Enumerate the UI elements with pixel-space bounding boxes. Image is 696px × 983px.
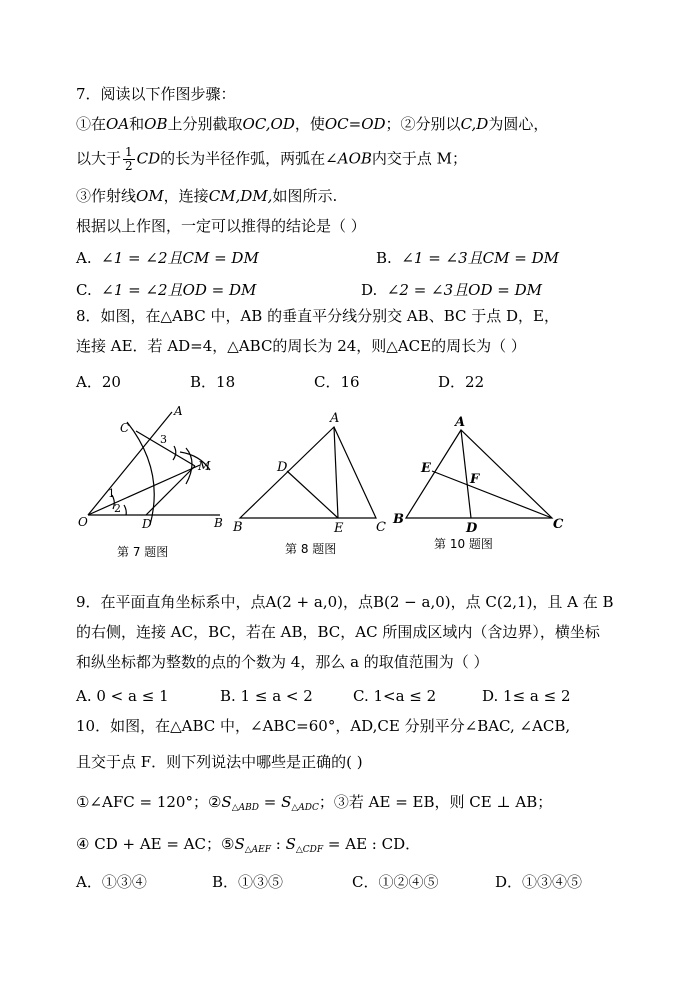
fig10-segment-ce (432, 471, 552, 518)
q10-line1: 10．如图，在△ABC 中，∠ABC=60°，AD,CE 分别平分∠BAC, ∠ACB, (76, 717, 571, 735)
q8-option-d: D．22 (438, 373, 485, 391)
q8-line1: 8．如图，在△ABC 中，AB 的垂直平分线分别交 AB、BC 于点 D，E， (76, 307, 559, 325)
q7-step1: ①在OA和OB上分别截取OC,OD，使OC=OD；②分别以C,D为圆心， (76, 115, 549, 133)
q7-option-a: A. ∠1 = ∠2且CM = DM (76, 249, 259, 267)
fig7-label-m: M (198, 459, 211, 473)
fig10-label-a: A (455, 415, 466, 430)
fig10-label-c: C (553, 517, 564, 532)
q10-option-a: A．①③④ (76, 873, 147, 891)
fig7-angle-label-2: 2 (114, 502, 121, 515)
fig8-caption: 第 8 题图 (285, 542, 337, 556)
fig7-ray-oa (88, 412, 172, 515)
fig7-label-c: C (120, 421, 130, 435)
fig8-segment-de (287, 471, 338, 518)
fig8-label-e: E (334, 521, 344, 536)
q10-option-d: D．①③④⑤ (495, 873, 583, 891)
q7-option-c: C. ∠1 = ∠2且OD = DM (76, 281, 257, 299)
q9-line2: 的右侧，连接 AC，BC，若在 AB，BC，AC 所围成区域内（含边界），横坐标 (76, 623, 600, 641)
q7-option-b: B. ∠1 = ∠3且CM = DM (376, 249, 559, 267)
fig10-label-b: B (393, 512, 404, 527)
fig8-triangle-abc (240, 427, 376, 518)
fig8-label-c: C (376, 520, 386, 535)
q8-option-b: B．18 (190, 373, 236, 391)
q8-option-a: A．20 (76, 373, 121, 391)
q7-step2: 以大于 $\frac{1}{2}$ CD的长为半径作弧，两弧在∠AOB内交于点 M； (76, 145, 468, 173)
fig8-label-d: D (277, 460, 288, 475)
q9-option-d: D. 1≤ a ≤ 2 (482, 687, 571, 705)
q10-statements-1: ①∠AFC = 120°；$②S_{\triangle ABD} = S_{\triangle ADC}$；③若 AE = EB，则 CE ⊥ AB； (76, 793, 553, 813)
fig8-segment-ae (334, 427, 338, 518)
fig7-label-o: O (78, 515, 88, 529)
fig7-angle-mark-2 (124, 505, 126, 515)
fig8-label-b: B (233, 520, 243, 535)
q9-option-b: B. 1 ≤ a < 2 (220, 687, 313, 705)
fig7-label-a: A (174, 404, 183, 418)
q9-option-a: A. 0 < a ≤ 1 (76, 687, 169, 705)
q10-line2: 且交于点 F．则下列说法中哪些是正确的( ) (76, 753, 363, 771)
fig10-label-d: D (466, 521, 478, 536)
q7-option-d: D. ∠2 = ∠3且OD = DM (361, 281, 542, 299)
fig10-label-f: F (470, 472, 480, 487)
q10-option-b: B．①③⑤ (212, 873, 284, 891)
q8-line2: 连接 AE．若 AD=4，△ABC的周长为 24，则△ACE的周长为（ ） (76, 337, 526, 355)
fig7-angle-label-1: 1 (108, 487, 115, 500)
fig7-label-b: B (214, 516, 223, 530)
fig8-label-a: A (330, 411, 340, 426)
fig7-arc-cd (127, 422, 154, 525)
q8-option-c: C．16 (314, 373, 360, 391)
fig7-angle-label-3: 3 (160, 433, 167, 446)
fig7-ray-om (88, 465, 200, 515)
q9-option-c: C. 1<a ≤ 2 (353, 687, 437, 705)
fig10-caption: 第 10 题图 (434, 537, 493, 551)
q7-title: 7．阅读以下作图步骤： (76, 85, 236, 103)
q10-option-c: C．①②④⑤ (352, 873, 439, 891)
one-half-fraction: $\frac{1}{2}$ (125, 145, 133, 173)
q9-line3: 和纵坐标都为整数的点的个数为 4，那么 a 的取值范围为（ ） (76, 653, 489, 671)
fig7-caption: 第 7 题图 (117, 545, 169, 559)
q7-step3: ③作射线OM，连接CM,DM,如图所示. (76, 187, 338, 205)
fig7-label-d: D (142, 517, 152, 531)
q9-line1: 9．在平面直角坐标系中，点A(2 + a,0)，点B(2 − a,0)，点 C(2,1)，且 A 在 B (76, 593, 614, 611)
fig10-label-e: E (421, 461, 431, 476)
q7-question: 根据以上作图，一定可以推得的结论是（ ） (76, 217, 366, 235)
q10-statements-2: ④ CD + AE = AC；$⑤S_{\triangle AEF}$ : $S_{\triangle CDF}$ = AE : CD． (76, 835, 421, 855)
figure-8 (240, 427, 376, 518)
